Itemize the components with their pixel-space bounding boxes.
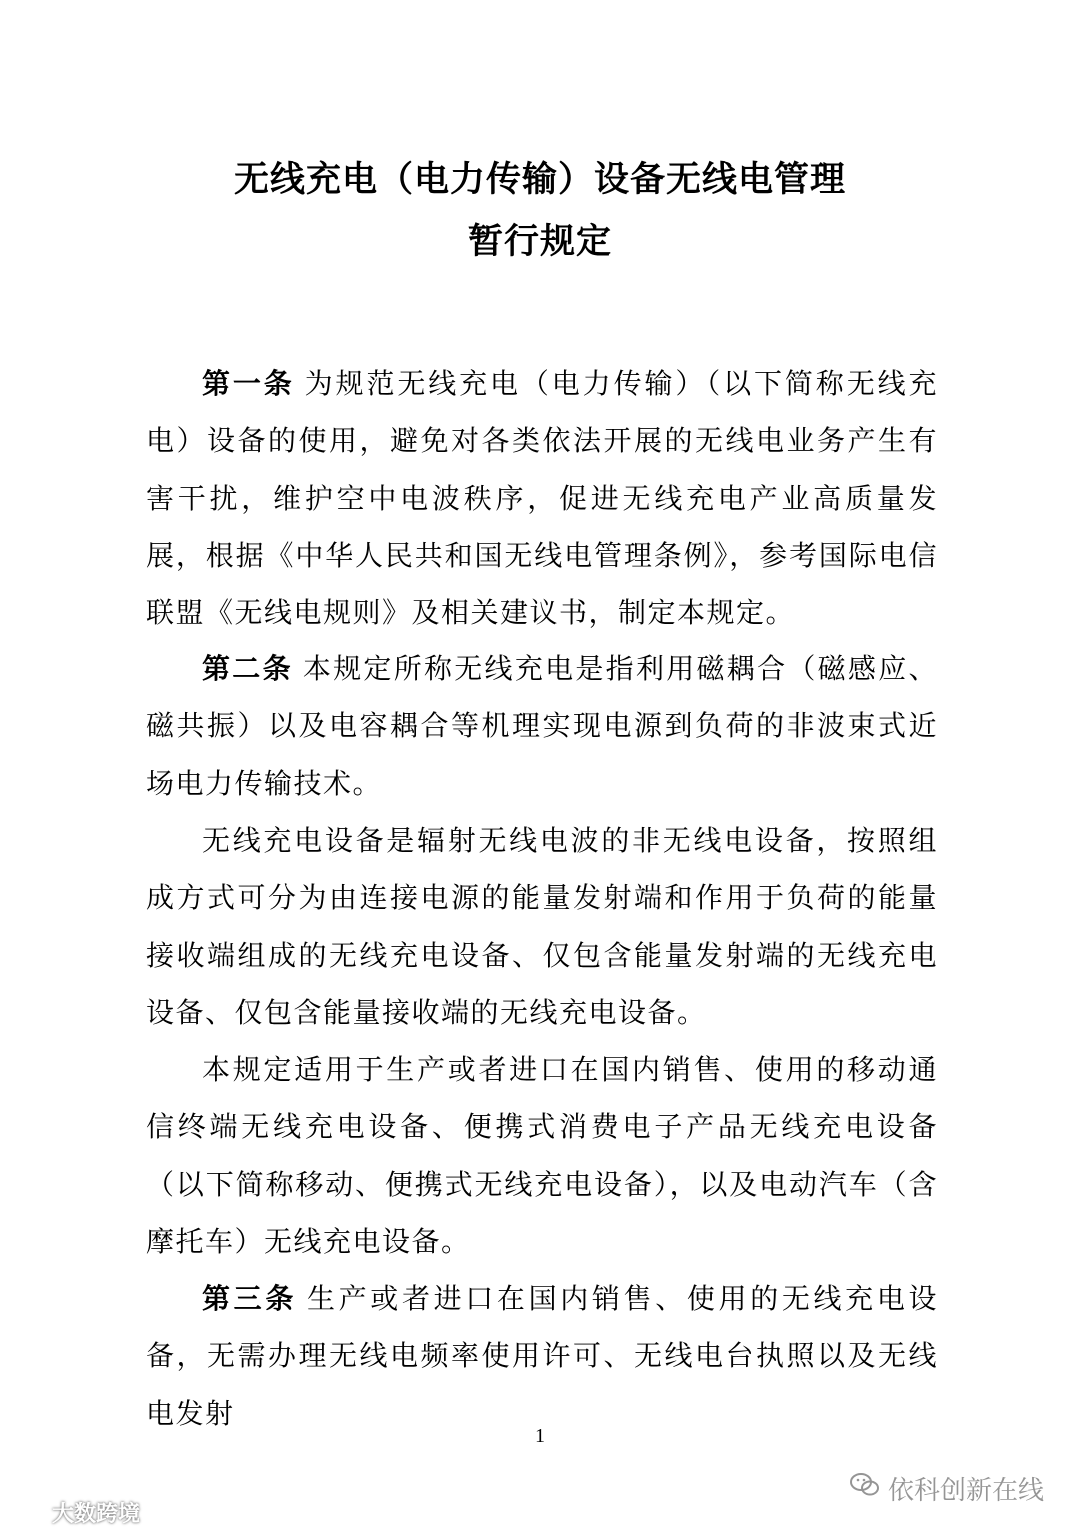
article-2-paragraph-2: [146, 812, 938, 1041]
watermark-text: 依科创新在线: [887, 1476, 1044, 1506]
watermark-logo: [8, 1497, 140, 1528]
article-3-paragraph: [146, 1270, 938, 1442]
article-label: 第三条: [202, 1282, 297, 1315]
paragraph-text: 本规定所称无线充电是指利用磁耦合（磁感应、磁共振）以及电容耦合等机理实现电源到负荷的非波束式近场电力传输技术。: [146, 652, 938, 800]
paragraph-text: 无线充电设备是辐射无线电波的非无线电设备，按照组成方式可分为由连接电源的能量发射端和作用于负荷的能量接收端组成的无线充电设备、仅包含能量发射端的无线充电设备、仅包含能量接收端的无线充电设备。: [146, 824, 938, 1029]
document-title-line-1: 无线充电（电力传输）设备无线电管理: [233, 160, 846, 200]
watermark-wechat: [850, 1470, 1044, 1507]
article-label: 第二条: [202, 652, 293, 685]
paragraph-text: 本规定适用于生产或者进口在国内销售、使用的移动通信终端无线充电设备、便携式消费电子产品无线充电设备（以下简称移动、便携式无线充电设备），以及电动汽车（含摩托车）无线充电设备。: [146, 1053, 938, 1258]
watermark-text: 大数跨境: [52, 1502, 141, 1527]
article-2-paragraph: [146, 640, 938, 812]
paragraph-text: 生产或者进口在国内销售、使用的无线充电设备，无需办理无线电频率使用许可、无线电台执照以及无线电发射: [146, 1282, 938, 1430]
document-title-line-2: 暂行规定: [467, 222, 612, 262]
logo-icon: [8, 1499, 46, 1527]
article-2-paragraph-3: [146, 1041, 938, 1270]
article-1-paragraph: [146, 355, 938, 641]
wechat-icon: [850, 1472, 880, 1505]
article-label: 第一条: [202, 367, 295, 400]
page-number: 1: [535, 1425, 545, 1447]
paragraph-text: 为规范无线充电（电力传输）（以下简称无线充电）设备的使用，避免对各类依法开展的无线电业务产生有害干扰，维护空中电波秩序，促进无线充电产业高质量发展，根据《中华人民共和国无线电管理条例》，参考国际电信联盟《无线电规则》及相关建议书，制定本规定。: [146, 367, 938, 630]
